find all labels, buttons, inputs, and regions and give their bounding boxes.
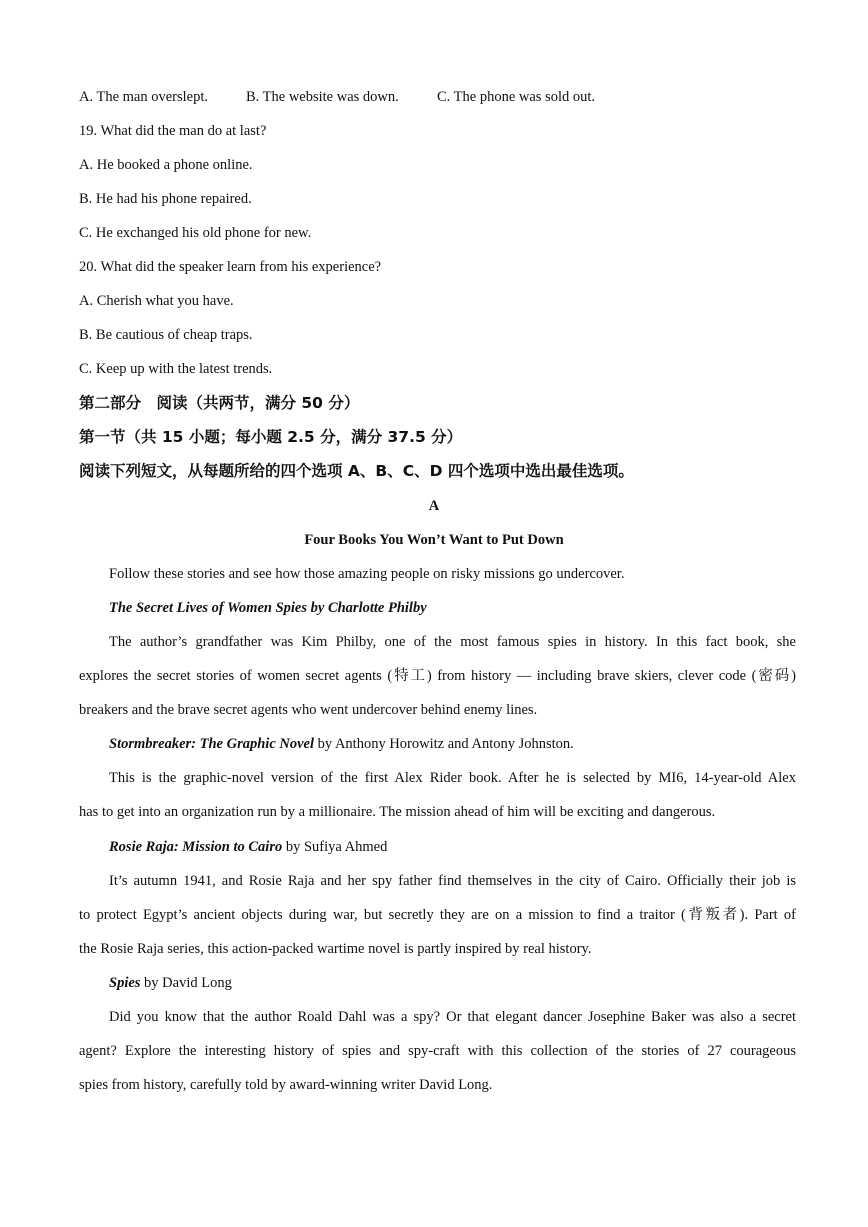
section1-title: 第一节（共 15 小题；每小题 2.5 分，满分 37.5 分） <box>79 428 463 446</box>
q20-option-a: A. Cherish what you have. <box>79 293 234 309</box>
book2-line1: This is the graphic-novel version of the first Alex Rider book. After he is selected by MI6, 14-year-old Alex <box>109 770 796 786</box>
book3-line2: to protect Egypt’s ancient objects during war, but secretly they are on a mission to find a traitor (背叛者). Part of <box>79 907 796 923</box>
book2-line2: has to get into an organization run by a millionaire. The mission ahead of him will be exciting and dangerous. <box>79 804 716 820</box>
book1-line1: The author’s grandfather was Kim Philby, one of the most famous spies in history. In this fact book, she <box>109 634 796 650</box>
book3-heading <box>109 837 796 857</box>
book2-heading <box>109 734 796 754</box>
book2-author: by Anthony Horowitz and Antony Johnston. <box>314 736 574 752</box>
book4-heading <box>109 973 796 993</box>
book1-line2: explores the secret stories of women secret agents (特工) from history — including brave skiers, clever code (密码) <box>79 668 796 684</box>
book4-title: Spies <box>109 975 141 991</box>
book4-author: by David Long <box>140 975 232 991</box>
book1-line3: breakers and the brave secret agents who went undercover behind enemy lines. <box>79 702 538 718</box>
book3-line1: It’s autumn 1941, and Rosie Raja and her spy father find themselves in the city of Cairo. Officially their job is <box>109 873 796 889</box>
book4-line2: agent? Explore the interesting history of spies and spy-craft with this collection of the stories of 27 courageous <box>79 1043 796 1059</box>
book3-title: Rosie Raja: Mission to Cairo <box>109 839 283 855</box>
q19-option-c: C. He exchanged his old phone for new. <box>79 225 312 241</box>
passage-title: Four Books You Won’t Want to Put Down <box>304 532 564 548</box>
book3-author: by Sufiya Ahmed <box>282 839 388 855</box>
book4-line3: spies from history, carefully told by award-winning writer David Long. <box>79 1077 493 1093</box>
q18-option-a: A. The man overslept. <box>79 89 208 105</box>
book3-line3: the Rosie Raja series, this action-packed wartime novel is partly inspired by real history. <box>79 941 592 957</box>
q19-option-a: A. He booked a phone online. <box>79 157 253 173</box>
q20-stem: 20. What did the speaker learn from his experience? <box>79 259 382 275</box>
passage-label: A <box>428 498 440 514</box>
q20-option-b: B. Be cautious of cheap traps. <box>79 327 253 343</box>
reading-instruction: 阅读下列短文，从每题所给的四个选项 A、B、C、D 四个选项中选出最佳选项。 <box>79 462 634 480</box>
q18-option-c: C. The phone was sold out. <box>437 89 596 105</box>
book1-title: The Secret Lives of Women Spies by Charlotte Philby <box>109 600 427 616</box>
part2-title: 第二部分 阅读（共两节，满分 50 分） <box>79 394 360 412</box>
q19-stem: 19. What did the man do at last? <box>79 123 267 139</box>
q18-option-b: B. The website was down. <box>246 89 399 105</box>
book4-line1: Did you know that the author Roald Dahl was a spy? Or that elegant dancer Josephine Baker was also a secret <box>109 1009 796 1025</box>
q20-option-c: C. Keep up with the latest trends. <box>79 361 273 377</box>
book2-title: Stormbreaker: The Graphic Novel <box>109 736 314 752</box>
passage-intro: Follow these stories and see how those amazing people on risky missions go undercover. <box>109 566 625 582</box>
q19-option-b: B. He had his phone repaired. <box>79 191 252 207</box>
